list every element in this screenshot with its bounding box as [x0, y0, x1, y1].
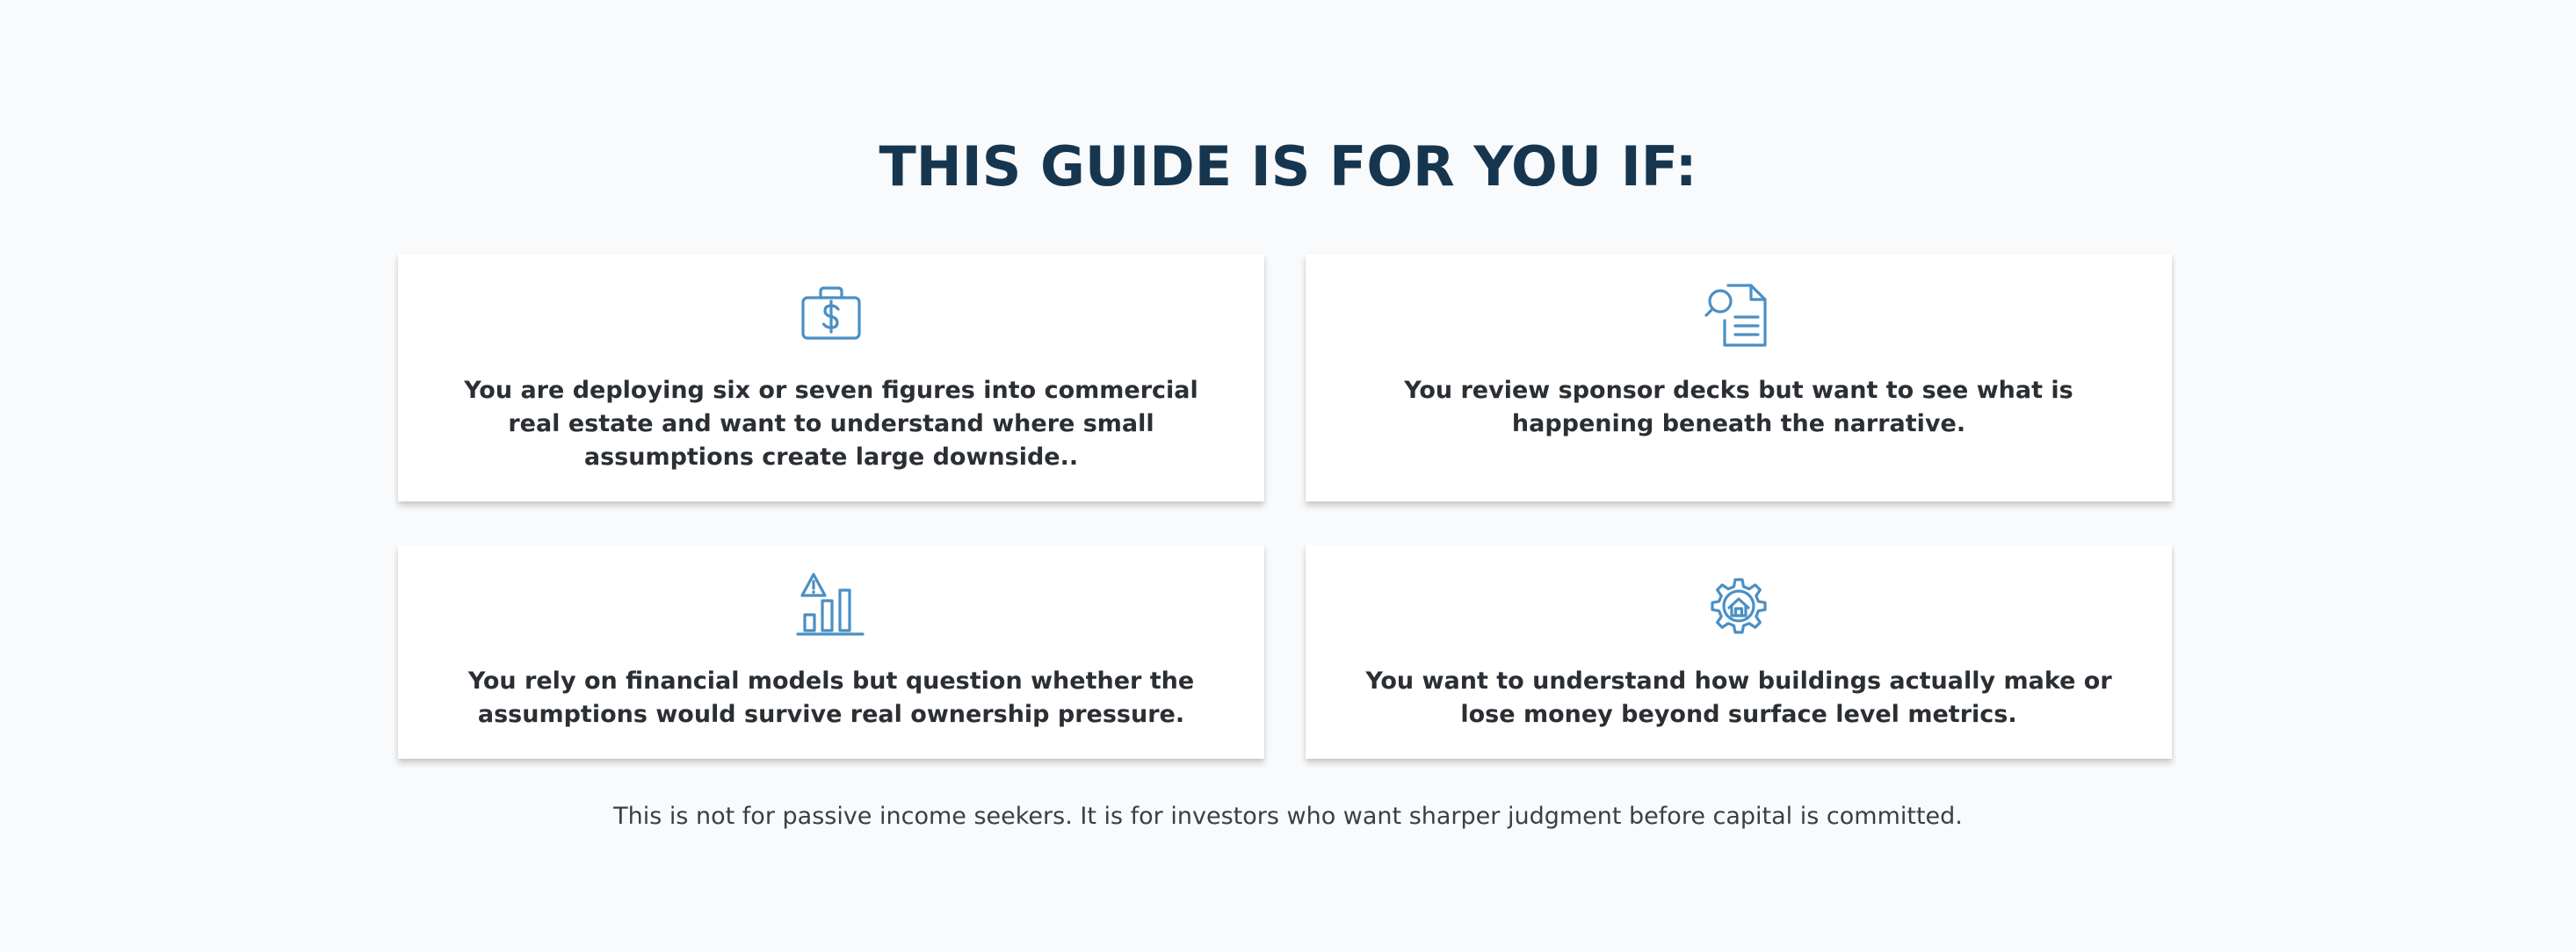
- section-title: THIS GUIDE IS FOR YOU IF:: [879, 134, 1697, 198]
- audience-card-sponsor-decks: [1306, 254, 2172, 501]
- audience-card-financial-models: [398, 545, 1264, 759]
- section-footnote: This is not for passive income seekers. It is for investors who want sharper judgment before capital is committed.: [613, 803, 1963, 830]
- money-briefcase-icon: [796, 280, 866, 350]
- card-text: You want to understand how buildings actually make or lose money beyond surface level metrics.: [1365, 667, 2112, 728]
- document-search-icon: [1704, 280, 1774, 350]
- audience-card-investor: [398, 254, 1264, 501]
- audience-card-buildings: [1306, 545, 2172, 759]
- card-text: You are deploying six or seven figures into commercial real estate and want to understand where small assumptions create large downside..: [464, 377, 1198, 471]
- card-text: You review sponsor decks but want to see what is happening beneath the narrative.: [1404, 377, 2073, 437]
- warning-bar-chart-icon: [796, 571, 866, 641]
- gear-house-icon: [1704, 571, 1774, 641]
- card-text: You rely on financial models but question whether the assumptions would survive real ownership pressure.: [467, 667, 1195, 728]
